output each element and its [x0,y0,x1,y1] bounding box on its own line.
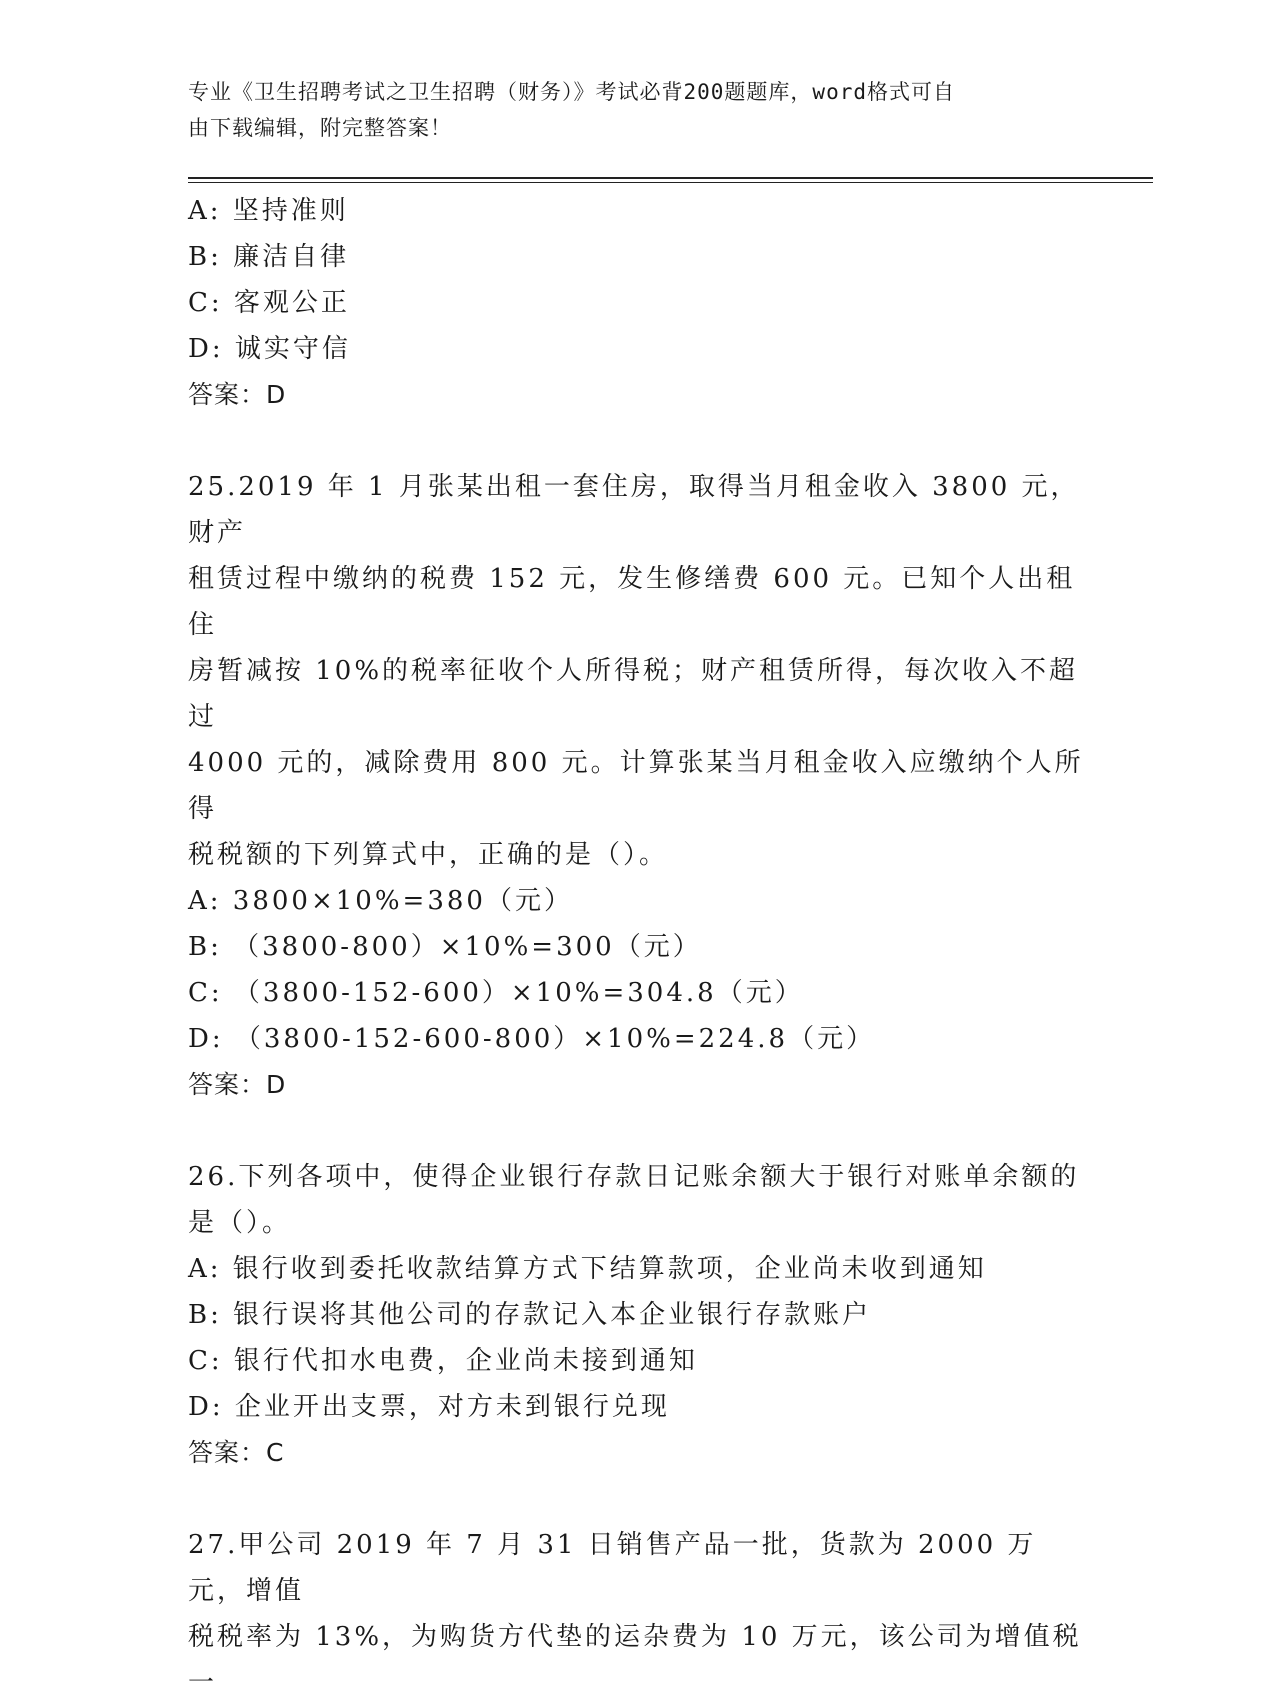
option-c: C: 客观公正 [188,288,350,318]
question-text-line: 25.2019 年 1 月张某出租一套住房，取得当月租金收入 3800 元，财产 [188,472,1080,548]
option-d: D: （3800-152-600-800）×10%=224.8（元） [188,1024,876,1054]
question-text-line: 是（）。 [188,1208,292,1238]
document-header [188,74,1068,146]
question-text-line: 27.甲公司 2019 年 7 月 31 日销售产品一批，货款为 2000 万元，增值 [188,1530,1037,1606]
spacer [188,1108,1088,1154]
option-a: A: 3800×10%=380（元） [188,886,573,916]
option-d: D: 诚实守信 [188,334,351,364]
option-a: A: 坚持准则 [188,196,349,226]
question-text-line: 税税率为 13%，为购货方代垫的运杂费为 10 万元，该公司为增值税一 [188,1622,1082,1698]
question-text-line: 租赁过程中缴纳的税费 152 元，发生修缮费 600 元。已知个人出租住 [188,564,1076,640]
question-text-line: 26.下列各项中，使得企业银行存款日记账余额大于银行对账单余额的 [188,1162,1080,1192]
option-b: B: 廉洁自律 [188,242,350,272]
header-line-2: 由下载编辑，附完整答案！ [188,116,452,140]
header-divider-thin [188,182,1153,183]
question-text-line: 4000 元的，减除费用 800 元。计算张某当月租金收入应缴纳个人所得 [188,748,1084,824]
option-b: B: （3800-800）×10%=300（元） [188,932,702,962]
answer: 答案：D [188,380,287,409]
header-divider-thick [188,177,1153,179]
answer: 答案：D [188,1070,287,1099]
document-body [188,188,1088,1706]
question-text-line: 税税额的下列算式中，正确的是（）。 [188,840,669,870]
option-c: C: 银行代扣水电费，企业尚未接到通知 [188,1346,698,1376]
question-25 [188,464,1088,1108]
header-line-1: 专业《卫生招聘考试之卫生招聘（财务）》考试必背200题题库，word格式可自 [188,80,955,104]
answer: 答案：C [188,1438,285,1467]
option-b: B: 银行误将其他公司的存款记入本企业银行存款账户 [188,1300,872,1330]
question-27 [188,1522,1088,1706]
question-text-line: 房暂减按 10%的税率征收个人所得税；财产租赁所得，每次收入不超过 [188,656,1079,732]
question-26 [188,1154,1088,1476]
option-c: C: （3800-152-600）×10%=304.8（元） [188,978,804,1008]
option-d: D: 企业开出支票，对方未到银行兑现 [188,1392,670,1422]
spacer [188,418,1088,464]
option-a: A: 银行收到委托收款结算方式下结算款项，企业尚未收到通知 [188,1254,987,1284]
spacer [188,1476,1088,1522]
previous-question [188,188,1088,418]
